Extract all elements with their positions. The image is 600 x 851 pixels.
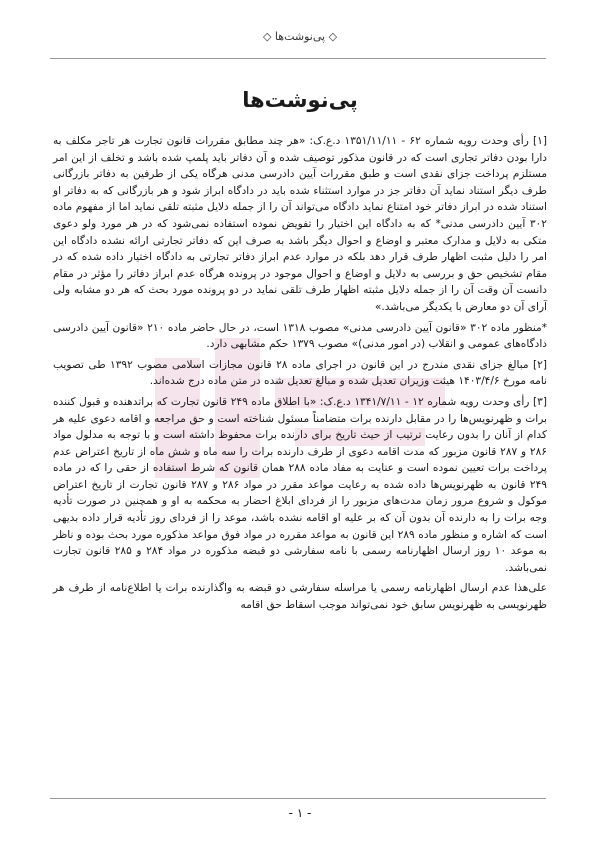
note-text: مبالغ جزای نقدی مندرج در این قانون در اجرای ماده ۲۸ قانون مجازات اسلامی مصوب ۱۳۹۲ طی تصویب نامه مورخ ۱۴۰۳/۴/۶ هیئت وزیران تعدیل شده و مبالغ تعدیل شده در متن ماده درج شده‌اند.: [53, 358, 547, 388]
note-marker: [۳]: [533, 395, 547, 408]
note-1: [53, 133, 547, 316]
note-3: [53, 394, 547, 577]
page-number: - ۱ -: [288, 806, 312, 820]
note-2: [53, 357, 547, 390]
footer-divider: [50, 798, 546, 799]
header-divider: [50, 58, 546, 59]
note-text: رأی وحدت رویه شماره ۶۲ - ۱۳۵۱/۱۱/۱۱ د.ع.ک: «هر چند مطابق مقررات قانون تجارت هر تاجر مکلف به دارا بودن دفاتر تجاری است که در قانون مذکور توصیف شده و آن دفاتر باید پلمپ شده باشد و تخلف از این امر مستلزم پرداخت جزای نقدی است و طبق مقررات آیین دادرسی مدنی هرگاه یکی از طرفین به دفاتر بازرگانی طرف دیگر استناد نماید آن دفاتر جز در موارد استثناء شده باید در دادگاه ابراز شود و هر بازرگانی که به دفاتر او استناد شده در ابراز دفاتر خود امتناع نماید دادگاه می‌تواند آن را از جمله دلایل مثبته تلقی نماید اما از مفهوم ماده ۳۰۲ آیین دادرسی مدنی* که به دادگاه این اختیار را تفویض نموده استفاده نمی‌شود که در هر مورد ولو دعوی متکی به دلایل و مدارک معتبر و اوضاع و احوال دیگر باشد به صرف این که دفاتر تجارتی ارائه نشده دادگاه این امر را دلیل مثبت اظهار طرف قرار دهد بلکه در موارد عدم ابراز دفاتر تجارتی به دادگاه اختیار داده شده که در مقام تشخیص حق و بررسی به دلایل و اوضاع و احوال موجود در پرونده هرگاه عدم ابراز دفاتر را مؤثر در مقام دانست آن وقت آن را از جمله دلایل مثبته اظهار طرف تلقی نماید در دو پرونده مورد بحث که هر دو مشابه ولی آرای آن دو معارض با یکدیگر می‌باشد.»: [53, 135, 547, 313]
page-title: پی‌نوشت‌ها: [242, 88, 358, 112]
note-marker: [۲]: [533, 358, 547, 371]
note-3-continuation: علی‌هذا عدم ارسال اظهارنامه رسمی یا مراسله سفارشی دو قبضه به واگذارنده برات یا اطلاع‌نامه از طرف هر ظهرنویسی به ظهرنویس سابق خود نمی‌تواند موجب اسقاط حق اقامه: [53, 582, 547, 612]
note-1-footnote: *منظور ماده ۳۰۲ «قانون آیین دادرسی مدنی» مصوب ۱۳۱۸ است، در حال حاضر ماده ۲۱۰ «قانون آیین دادرسی دادگاه‌های عمومی و انقلاب (در امور مدنی)» مصوب ۱۳۷۹ حکم مشابهی دارد.: [53, 321, 547, 351]
note-marker: [۱]: [533, 135, 547, 147]
note-text: رأی وحدت رویه شماره ۱۲ - ۱۳۴۱/۷/۱۱ د.ع.ک: «با اطلاق ماده ۲۴۹ قانون تجارت که براتدهنده و قبول کننده برات و ظهرنویس‌ها را در مقابل دارنده برات متضامناً مسئول شناخته است و حق مراجعه و اقامه دعوی علیه هر کدام از آنان را بدون رعایت ترتیب از حیث تاریخ برای دارنده برات محفوظ داشته است و با توجه به مدلول مواد ۲۸۶ و ۲۸۷ قانون مزبور که مدت اقامه دعوی از طرف دارنده برات را سه ماه و شش ماه از تاریخ اعتراض عدم پرداخت برات تعیین نموده است و عنایت به مفاد ماده ۲۸۸ همان قانون که شرط استفاده از حقی را که در ماده ۲۴۹ قانون به ظهرنویس‌ها داده شده به رعایت مواعد مقرر در مواد ۲۸۶ و ۲۸۷ قانون تجارت از تاریخ اعتراض موکول و شروع مرور زمان مدت‌های مزبور را از فردای ابلاغ احضار به محکمه به او و همچنین در صورت تأدیه وجه برات را به دارنده آن بدون آن که بر علیه او اقامه نشده باشد، موعد را از فردای روز تأدیه قرار داده بدیهی است که اشاره و منظور ماده ۲۸۹ این قانون به مواعد مقرره در مواد فوق مواعد مذکوره مورد بحث بوده و ناظر به موعد ۱۰ روز ارسال اظهارنامه رسمی با نامه سفارشی دو قبضه مذکوره در مواد ۲۸۴ و ۲۸۵ قانون تجارت نمی‌باشد.: [53, 395, 547, 574]
notes-body: [53, 133, 547, 618]
running-header: ◇ پی‌نوشت‌ها ◇: [262, 30, 338, 43]
